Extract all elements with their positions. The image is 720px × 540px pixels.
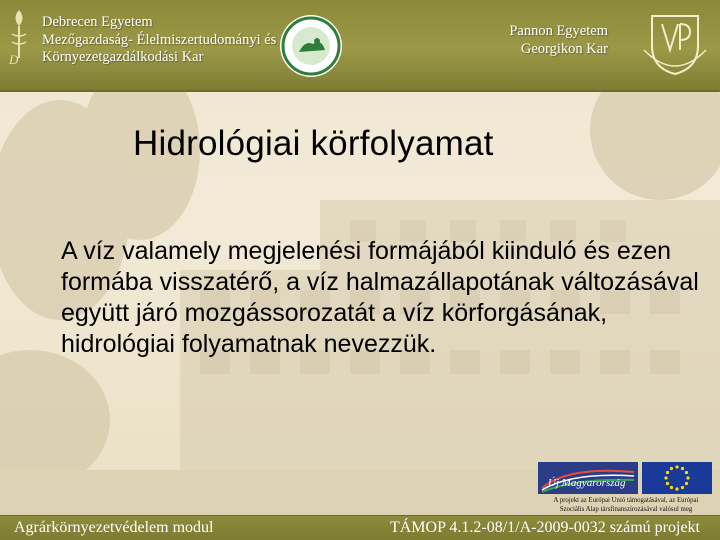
slide-body-text: A víz valamely megjelenési formájából kiinduló és ezen formába visszatérő, a víz halmazállapotának változásával együtt járó mozgássorozatát a víz körforgásának, hidrológiai folyamatnak nevezzük. xyxy=(61,237,699,358)
eu-logos xyxy=(538,462,714,494)
faculty-seal-icon xyxy=(279,14,343,78)
eu-support-note-line: Szociális Alap társfinanszírozásával valósul meg xyxy=(559,505,693,513)
header-band xyxy=(0,0,720,92)
left-institution-name xyxy=(42,14,276,67)
left-institution-line: Környezetgazdálkodási Kar xyxy=(42,49,204,65)
eu-support-note xyxy=(538,497,714,514)
slide-title: Hidrológiai körfolyamat xyxy=(133,124,494,163)
footer-band xyxy=(0,515,720,540)
left-institution-line: Debrecen Egyetem xyxy=(42,14,153,30)
georgikon-crest-icon xyxy=(640,10,710,78)
eu-support-note-line: A projekt az Európai Unió támogatásával, az Európai xyxy=(553,497,699,504)
uj-magyarorszag-logo xyxy=(538,462,638,494)
eu-flag-icon xyxy=(642,462,712,494)
university-logo-icon xyxy=(6,8,32,66)
left-institution-line: Mezőgazdaság- Élelmiszertudományi és xyxy=(42,31,277,48)
eu-support-block xyxy=(538,462,714,514)
right-institution-name xyxy=(509,22,608,58)
uj-magyarorszag-logo-icon xyxy=(538,462,638,494)
footer-module-name: Agrárkörnyezetvédelem modul xyxy=(14,519,214,536)
svg-text:D: D xyxy=(9,52,19,66)
right-institution-line: Georgikon Kar xyxy=(520,41,608,57)
right-institution-line: Pannon Egyetem xyxy=(509,23,608,39)
uj-magyarorszag-logo-text: Új Magyarország xyxy=(548,477,626,489)
footer-project-id: TÁMOP 4.1.2-08/1/A-2009-0032 számú projekt xyxy=(389,519,700,536)
